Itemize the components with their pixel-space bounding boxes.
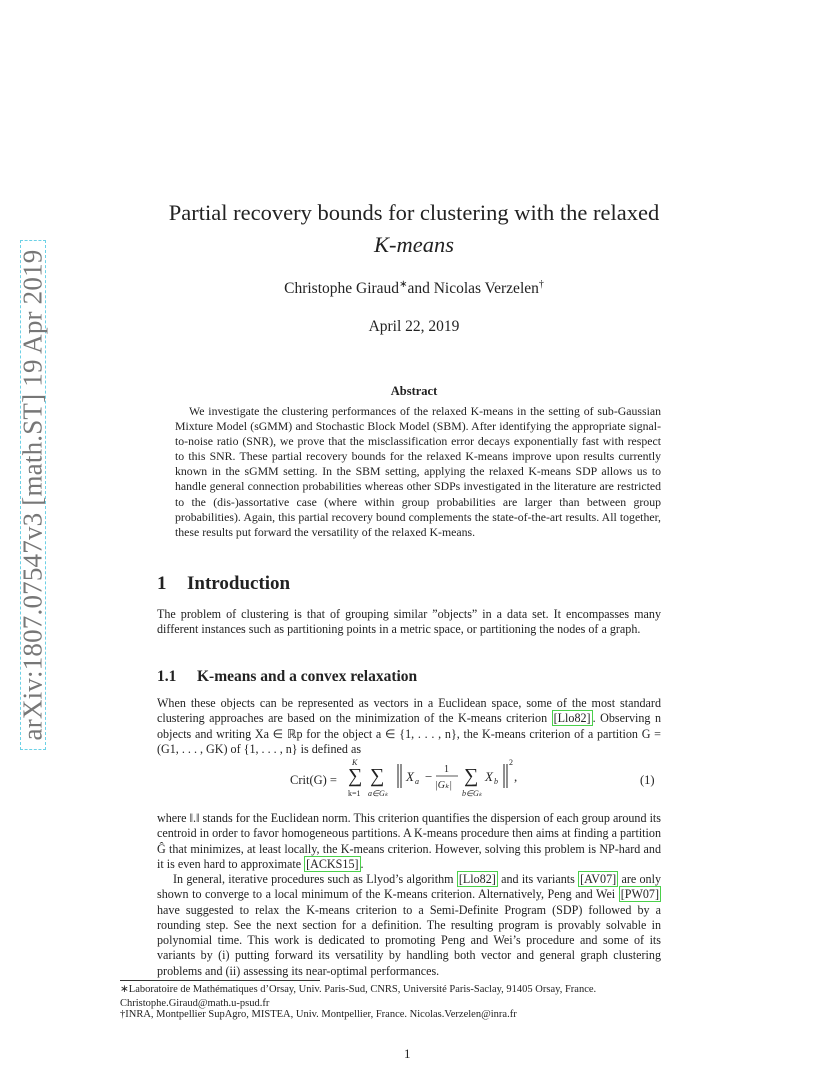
para1-text-b: . Observing n objects and writing Xa ∈ ℝp for the object a ∈ {1, . . . , n}, the K-means criterion of a partition G = (G1, . . . , GK) of {1, . . . , n} is defined as (157, 711, 662, 756)
kmeans-criterion-equation (290, 758, 530, 806)
page-number: 1 (404, 1046, 411, 1061)
footnote-1: ∗Laboratoire de Mathématiques d’Orsay, Univ. Paris-Sud, CNRS, Université Paris-Saclay, 91405 Orsay, France. Christophe.Giraud@math.u-psud.fr (120, 984, 597, 1009)
citation-llo82-second[interactable]: [Llo82] (458, 872, 496, 886)
svg-text:2: 2 (509, 758, 513, 767)
abstract-text: We investigate the clustering performances of the relaxed K-means in the setting of sub-Gaussian Mixture Model (sGMM) and Stochastic Block Model (SBM). After identifying the appropriate signal-to-noise ratio (SNR), we prove that the misclassification error decays exponentially fast with respect to this SNR. These partial recovery bounds for the relaxed K-means improve upon results currently known in the sGMM setting. In the SBM setting, applying the relaxed K-means SDP allows us to handle general connection probabilities whereas other SDPs investigated in the literature are restricted to the (dis-)assortative case (where within group probabilities are larger than between group probabilities). Again, this partial recovery bound complements the state-of-the-art results. All together, these results put forward the versatility of the relaxed K-means. (175, 404, 661, 539)
svg-text:X: X (485, 769, 493, 784)
para3-text-b: and its variants (497, 872, 579, 886)
author-1-name: Christophe Giraud (284, 280, 400, 298)
svg-text:b: b (494, 777, 498, 786)
svg-text:b∈Gₖ: b∈Gₖ (462, 789, 483, 798)
title-line-2: K-means (374, 232, 454, 257)
abstract-heading: Abstract (390, 384, 438, 398)
paper-title (100, 197, 728, 261)
equation-lhs: Crit(G) = (290, 773, 337, 787)
kmeans-paragraph-2 (157, 811, 661, 872)
intro-paragraph: The problem of clustering is that of grouping similar ”objects” in a data set. It encompasses many different instances such as partitioning points in a metric space, or partitioning the nodes of a graph. (157, 607, 661, 637)
section-heading-introduction (157, 573, 290, 595)
svg-text:X: X (406, 769, 414, 784)
kmeans-paragraph-3 (157, 872, 661, 979)
footnote-2: †INRA, Montpellier SupAgro, MISTEA, Univ. Montpellier, France. Nicolas.Verzelen@inra.fr (120, 1009, 517, 1020)
svg-text:k=1: k=1 (348, 789, 361, 798)
paper-date: April 22, 2019 (368, 318, 460, 335)
citation-av07[interactable]: [AV07] (580, 872, 617, 886)
para3-text-c: are only shown to converge to a local minimum of the K-means criterion. Alternatively, Peng and Wei (157, 872, 662, 902)
para3-text-d: have suggested to relax the K-means criterion to a Semi-Definite Program (SDP) followed by a rounding step. See the next section for a definition. The resulting program is provably solvable in polynomial time. This work is dedicated to promoting Peng and Wei’s procedure and some of its variants by (i) putting forward its versatility by handling both vector and general graph clustering problems and (ii) assessing its near-optimal performances. (157, 902, 661, 978)
svg-text:∑: ∑ (370, 765, 385, 787)
svg-text:a: a (415, 777, 419, 786)
para2-text-b: . (360, 856, 364, 871)
subsection-number: 1.1 (157, 668, 177, 685)
kmeans-paragraph-1 (157, 696, 661, 757)
subsection-title: K-means and a convex relaxation (197, 668, 418, 685)
citation-llo82[interactable]: [Llo82] (553, 711, 591, 726)
equation-number: (1) (640, 773, 655, 787)
author-list (100, 279, 728, 298)
equation-body (348, 756, 598, 804)
subsection-heading-kmeans (157, 668, 417, 686)
citation-acks15[interactable]: [ACKS15] (306, 856, 359, 871)
para1-text-a: When these objects can be represented as vectors in a Euclidean space, some of the most standard clustering approaches are based on the minimization of the K-means criterion (157, 696, 661, 726)
title-line-1: Partial recovery bounds for clustering with the relaxed (168, 200, 660, 225)
svg-text:∑: ∑ (464, 765, 479, 787)
svg-text:K: K (352, 758, 358, 767)
section-title: Introduction (187, 573, 291, 594)
arxiv-id-label: arXiv:1807.07547v3 [math.ST] 19 Apr 2019 (17, 249, 48, 741)
section-number: 1 (157, 573, 167, 594)
arxiv-stamp[interactable] (17, 240, 48, 750)
svg-text:a∈Gₖ: a∈Gₖ (368, 789, 389, 798)
para2-text-a: where ‖.‖ stands for the Euclidean norm. This criterion quantifies the dispersion of each group around its centroid in order to favor homogeneous partitions. A K-means procedure then aims at finding a partition Ĝ that minimizes, at least locally, the K-means criterion. However, solving this problem is NP-hard and it is even hard to approximate (157, 811, 661, 871)
svg-text:−: − (425, 769, 433, 784)
svg-text:1: 1 (444, 764, 449, 775)
svg-text:|Gₖ|: |Gₖ| (435, 780, 452, 791)
svg-text:∑: ∑ (348, 765, 363, 787)
footnote-rule (120, 980, 320, 981)
author-2-mark: † (538, 279, 544, 290)
author-1-mark: ∗ (399, 279, 408, 290)
svg-text:,: , (514, 769, 518, 784)
citation-pw07[interactable]: [PW07] (620, 887, 659, 902)
para3-text-a: In general, iterative procedures such as Llyod’s algorithm (173, 872, 457, 886)
author-2-name: Nicolas Verzelen (433, 280, 539, 298)
author-separator: and (407, 280, 434, 298)
